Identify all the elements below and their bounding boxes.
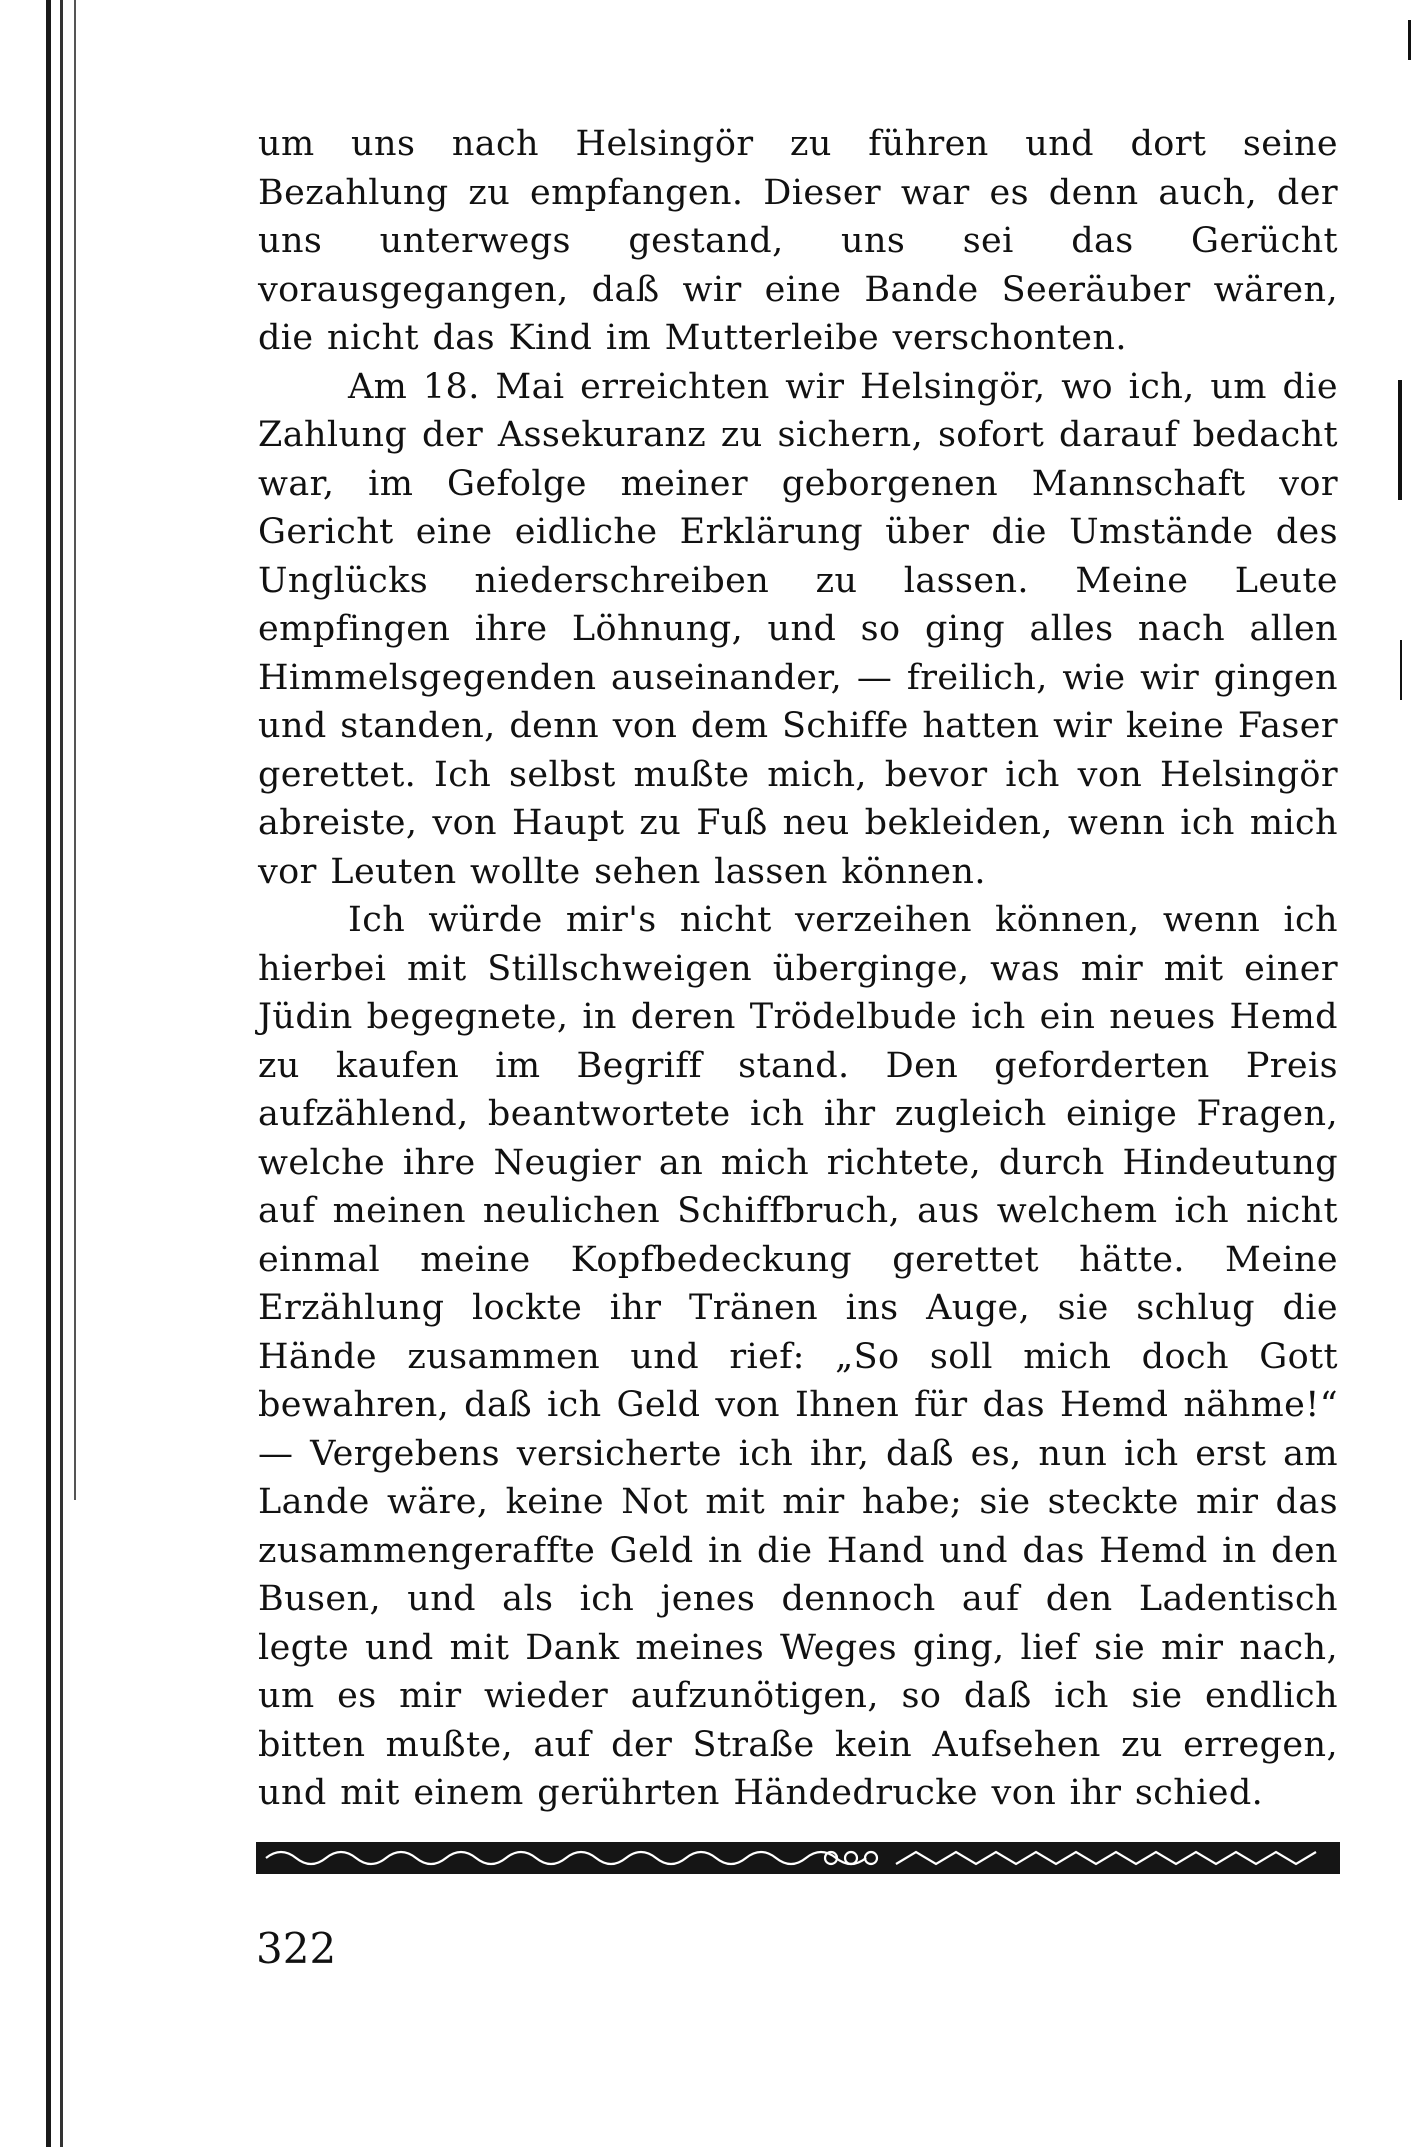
body-text	[258, 120, 1338, 1818]
page-edge-mark	[1408, 20, 1411, 60]
binding-edge-line	[60, 0, 63, 2147]
page-number: 322	[256, 1924, 337, 1973]
paragraph-3: Ich würde mir's nicht verzeihen können, wenn ich hierbei mit Stillschweigen überginge, was mir mit einer Jüdin begegnete, in deren Trödelbude ich ein neues Hemd zu kaufen im Begriff stand. Den geforderten Preis aufzählend, beantwortete ich ihr zugleich einige Fragen, welche ihre Neugier an mich richtete, durch Hindeutung auf meinen neulichen Schiffbruch, aus welchem ich nicht einmal meine Kopfbedeckung gerettet hätte. Meine Erzählung lockte ihr Tränen ins Auge, sie schlug die Hände zusammen und rief: „So soll mich doch Gott bewahren, daß ich Geld von Ihnen für das Hemd nähme!“ — Vergebens versicherte ich ihr, daß es, nun ich erst am Lande wäre, keine Not mit mir habe; sie steckte mir das zusammengeraffte Geld in die Hand und das Hemd in den Busen, und als ich jenes dennoch auf den Ladentisch legte und mit Dank meines Weges ging, lief sie mir nach, um es mir wieder aufzunötigen, so daß ich sie endlich bitten mußte, auf der Straße kein Aufsehen zu erregen, und mit einem gerührten Händedrucke von ihr schied.	[258, 900, 1338, 1813]
binding-edge-line	[74, 0, 76, 1500]
page-edge-mark	[1400, 640, 1402, 700]
page-edge-mark	[1398, 380, 1402, 500]
decorative-ornament-border	[256, 1840, 1340, 1876]
paragraph-1: um uns nach Helsingör zu führen und dort seine Bezahlung zu empfangen. Dieser war es denn auch, der uns unterwegs gestand, uns sei das Gerücht vorausgegangen, daß wir eine Bande Seeräuber wären, die nicht das Kind im Mutterleibe verschonten.	[258, 124, 1338, 358]
binding-edge-line	[46, 0, 51, 2147]
paragraph-2: Am 18. Mai erreichten wir Helsingör, wo ich, um die Zahlung der Assekuranz zu sichern, sofort darauf bedacht war, im Gefolge meiner geborgenen Mannschaft vor Gericht eine eidliche Erklärung über die Umstände des Unglücks niederschreiben zu lassen. Meine Leute empfingen ihre Löhnung, und so ging alles nach allen Himmelsgegenden auseinander, — freilich, wie wir gingen und standen, denn von dem Schiffe hatten wir keine Faser gerettet. Ich selbst mußte mich, bevor ich von Helsingör abreiste, von Haupt zu Fuß neu bekleiden, wenn ich mich vor Leuten wollte sehen lassen können.	[258, 366, 1338, 892]
